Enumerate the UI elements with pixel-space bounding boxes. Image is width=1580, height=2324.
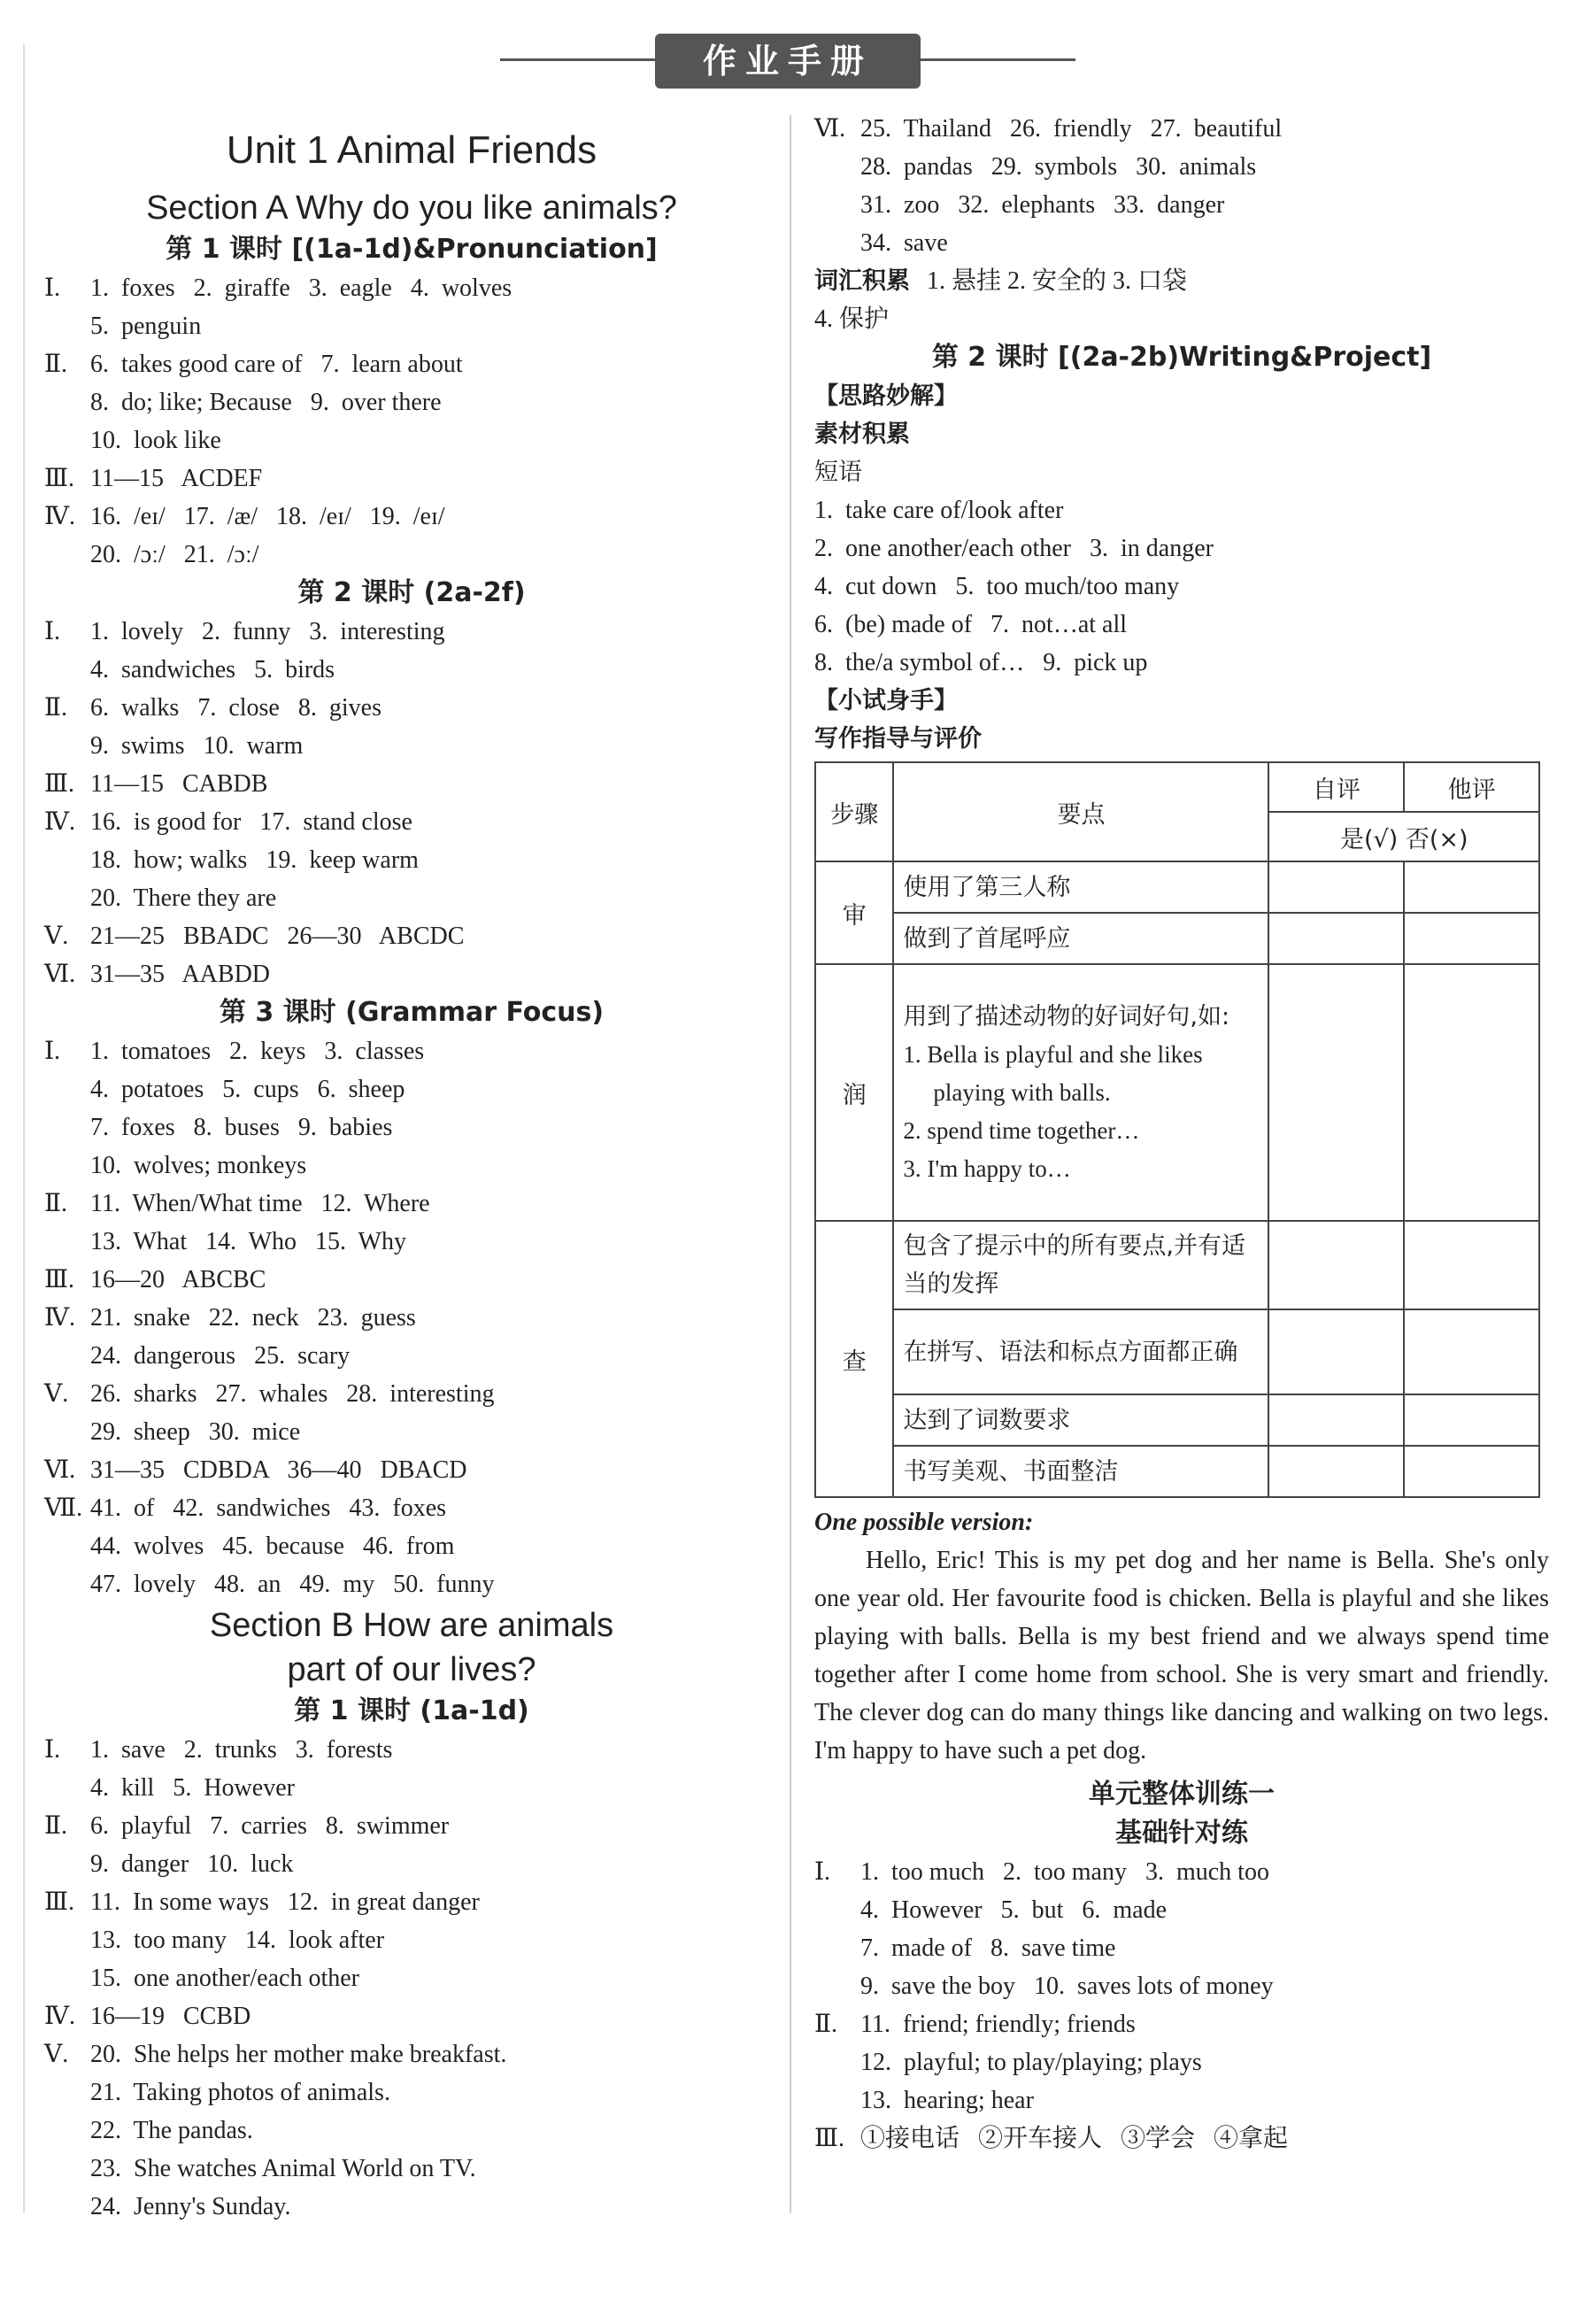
- unit-title: Unit 1 Animal Friends: [226, 128, 597, 172]
- training-answers: [814, 1853, 1549, 2158]
- answer-text: 23. She watches Animal World on TV.: [90, 2155, 476, 2182]
- step-polish: 润: [815, 964, 893, 1221]
- answer-line: [44, 1185, 779, 1223]
- thinking-label: 【思路妙解】: [814, 382, 958, 410]
- th-point: 要点: [893, 762, 1268, 861]
- roman-numeral: Ⅴ.: [44, 2041, 69, 2068]
- step-review: 审: [815, 861, 893, 964]
- answer-line: [44, 1070, 779, 1108]
- answer-text: 13. hearing; hear: [860, 2087, 1034, 2114]
- answer-text: 41. of 42. sandwiches 43. foxes: [90, 1494, 447, 1522]
- answer-line: [44, 1489, 779, 1527]
- roman-numeral: Ⅳ.: [44, 2003, 75, 2030]
- answer-text: 18. how; walks 19. keep warm: [90, 846, 419, 874]
- answer-text: ①接电话 ②开车接人 ③学会 ④拿起: [860, 2125, 1289, 2152]
- answer-text: 13. What 14. Who 15. Why: [90, 1228, 406, 1255]
- roman-numeral: Ⅱ.: [44, 1812, 68, 1840]
- point-word-count: 达到了词数要求: [893, 1394, 1268, 1446]
- section-b-title-line1: Section B How are animals: [209, 1607, 614, 1644]
- lesson-b1-answers: [44, 1731, 779, 2226]
- answer-line: [814, 148, 1549, 186]
- answer-text: 9. danger 10. luck: [90, 1850, 294, 1878]
- evaluation-table: [814, 761, 1540, 1498]
- answer-line: [44, 307, 779, 345]
- answer-line: [44, 498, 779, 536]
- answer-line: [44, 1769, 779, 1807]
- answer-line: [44, 1108, 779, 1147]
- answer-text: 12. playful; to play/playing; plays: [860, 2049, 1202, 2076]
- answer-line: [44, 2188, 779, 2226]
- phrase-item: 6. (be) made of 7. not…at all: [814, 611, 1128, 638]
- phrase-item: 4. cut down 5. too much/too many: [814, 573, 1180, 600]
- unit-training-title: 单元整体训练一: [1089, 1779, 1275, 1810]
- answer-text: 1. tomatoes 2. keys 3. classes: [90, 1038, 425, 1065]
- column-divider: [790, 115, 791, 2213]
- vocab-label: 词汇积累: [814, 267, 910, 295]
- answer-line: [44, 2035, 779, 2073]
- lesson-3-title: 第 3 课时 (Grammar Focus): [219, 997, 605, 1028]
- answer-line: [44, 1261, 779, 1299]
- answer-text: 21. Taking photos of animals.: [90, 2079, 390, 2106]
- answer-line: [44, 2073, 779, 2112]
- answer-line: [44, 1451, 779, 1489]
- peer-cell: [1404, 1394, 1539, 1446]
- material-label: 素材积累: [814, 421, 910, 448]
- answer-text: 21—25 BBADC 26—30 ABCDC: [90, 923, 465, 950]
- answer-text: 5. penguin: [90, 313, 202, 340]
- answer-text: 16—20 ABCBC: [90, 1266, 266, 1293]
- answer-line: [814, 2005, 1549, 2043]
- answer-line: [814, 2081, 1549, 2119]
- lesson-1-title: 第 1 课时 [(1a-1d)&Pronunciation]: [166, 234, 658, 265]
- roman-numeral: Ⅳ.: [44, 503, 75, 530]
- answer-line: [814, 224, 1549, 262]
- lesson-3-answers: [44, 1032, 779, 1603]
- vocab-answers-1: 1. 悬挂 2. 安全的 3. 口袋: [927, 267, 1188, 295]
- answer-text: 26. sharks 27. whales 28. interesting: [90, 1380, 495, 1408]
- answer-text: 31—35 CDBDA 36—40 DBACD: [90, 1456, 467, 1484]
- roman-numeral: Ⅲ.: [44, 465, 75, 492]
- answer-text: 28. pandas 29. symbols 30. animals: [860, 153, 1257, 181]
- answer-line: [44, 1565, 779, 1603]
- answer-text: 1. too much 2. too many 3. much too: [860, 1858, 1269, 1886]
- answer-line: [814, 110, 1549, 148]
- answer-line: [44, 1527, 779, 1565]
- example-1b: playing with balls.: [933, 1078, 1111, 1106]
- answer-text: 11. In some ways 12. in great danger: [90, 1888, 480, 1916]
- th-self: 自评: [1268, 762, 1404, 812]
- roman-numeral: Ⅱ.: [814, 2011, 838, 2038]
- answer-text: 4. However 5. but 6. made: [860, 1896, 1168, 1924]
- answer-line: [44, 459, 779, 498]
- roman-numeral: Ⅰ.: [44, 1038, 61, 1065]
- roman-numeral: Ⅴ.: [44, 923, 69, 950]
- lesson-2-writing-title: 第 2 课时 [(2a-2b)Writing&Project]: [931, 342, 1432, 373]
- answer-text: 31. zoo 32. elephants 33. danger: [860, 191, 1225, 219]
- roman-numeral: Ⅲ.: [814, 2125, 845, 2152]
- answer-text: 1. save 2. trunks 3. forests: [90, 1736, 393, 1764]
- answer-line: [44, 1921, 779, 1959]
- self-cell: [1268, 861, 1404, 913]
- answer-text: 9. save the boy 10. saves lots of money: [860, 1973, 1274, 2000]
- answer-line: [814, 1929, 1549, 1967]
- th-peer: 他评: [1404, 762, 1539, 812]
- answer-line: [44, 613, 779, 651]
- answer-line: [44, 879, 779, 917]
- answer-line: [44, 955, 779, 993]
- answer-line: [44, 1032, 779, 1070]
- roman-numeral: Ⅳ.: [44, 1304, 75, 1332]
- answer-line: [44, 1375, 779, 1413]
- vocab-line-1: [814, 262, 1549, 300]
- answer-text: 34. save: [860, 229, 948, 257]
- answer-text: 20. /ɔː/ 21. /ɔː/: [90, 541, 259, 568]
- roman-numeral: Ⅶ.: [44, 1494, 83, 1522]
- answer-line: [44, 803, 779, 841]
- answer-line: [44, 1845, 779, 1883]
- answer-text: 24. dangerous 25. scary: [90, 1342, 351, 1370]
- answer-line: [44, 1299, 779, 1337]
- answer-line: [44, 536, 779, 574]
- roman-numeral: Ⅱ.: [44, 351, 68, 378]
- example-3: 3. I'm happy to…: [903, 1154, 1071, 1182]
- header-banner: 作业手册: [655, 34, 921, 89]
- answer-line: [44, 1337, 779, 1375]
- roman-numeral: Ⅵ.: [814, 115, 846, 143]
- self-cell: [1268, 964, 1404, 1221]
- answer-text: 10. wolves; monkeys: [90, 1152, 307, 1179]
- point-good-sentences: [893, 964, 1268, 1221]
- answer-text: 8. do; like; Because 9. over there: [90, 389, 442, 416]
- answer-text: 16. is good for 17. stand close: [90, 808, 412, 836]
- roman-numeral: Ⅰ.: [814, 1858, 831, 1886]
- roman-numeral: Ⅱ.: [44, 694, 68, 722]
- phrase-item: 8. the/a symbol of… 9. pick up: [814, 649, 1148, 676]
- lesson-2-title: 第 2 课时 (2a-2f): [297, 577, 526, 608]
- answer-line: [44, 651, 779, 689]
- answer-text: 31—35 AABDD: [90, 961, 271, 988]
- point-correctness: 在拼写、语法和标点方面都正确: [893, 1309, 1268, 1394]
- answer-line: [814, 2119, 1549, 2158]
- good-sentences-intro: 用到了描述动物的好词好句,如:: [903, 1002, 1230, 1031]
- answer-line: [814, 2043, 1549, 2081]
- answer-text: 16—19 CCBD: [90, 2003, 251, 2030]
- answer-text: 6. playful 7. carries 8. swimmer: [90, 1812, 450, 1840]
- peer-cell: [1404, 1221, 1539, 1309]
- answer-text: 20. There they are: [90, 884, 277, 912]
- answer-line: [44, 1807, 779, 1845]
- answer-text: 11—15 CABDB: [90, 770, 268, 798]
- answer-text: 11. friend; friendly; friends: [860, 2011, 1136, 2038]
- basic-practice-title: 基础针对练: [1115, 1818, 1248, 1849]
- answer-line: [44, 689, 779, 727]
- answer-line: [44, 765, 779, 803]
- point-neatness: 书写美观、书面整洁: [893, 1446, 1268, 1497]
- example-2: 2. spend time together…: [903, 1116, 1140, 1144]
- answer-line: [814, 1967, 1549, 2005]
- roman-numeral: Ⅵ.: [44, 1456, 76, 1484]
- answer-line: [44, 1883, 779, 1921]
- answer-line: [814, 1853, 1549, 1891]
- answer-line: [44, 2150, 779, 2188]
- answer-text: 16. /eɪ/ 17. /æ/ 18. /eɪ/ 19. /eɪ/: [90, 503, 445, 530]
- answer-text: 10. look like: [90, 427, 221, 454]
- answer-text: 4. potatoes 5. cups 6. sheep: [90, 1076, 405, 1103]
- answer-line: [44, 727, 779, 765]
- answer-line: [44, 1959, 779, 1997]
- answer-line: [814, 1891, 1549, 1929]
- answer-text: 1. lovely 2. funny 3. interesting: [90, 618, 445, 645]
- answer-text: 7. made of 8. save time: [860, 1934, 1116, 1962]
- self-cell: [1268, 1309, 1404, 1394]
- point-all-points: 包含了提示中的所有要点,并有适当的发挥: [893, 1221, 1268, 1309]
- left-column: [44, 115, 779, 2226]
- peer-cell: [1404, 1446, 1539, 1497]
- th-step: 步骤: [815, 762, 893, 861]
- roman-numeral: Ⅲ.: [44, 1888, 75, 1916]
- answer-line: [44, 1223, 779, 1261]
- answer-line: [44, 345, 779, 383]
- phrase-list: [814, 491, 1549, 682]
- phrase-label: 短语: [814, 459, 862, 486]
- answer-text: 21. snake 22. neck 23. guess: [90, 1304, 416, 1332]
- self-cell: [1268, 913, 1404, 964]
- roman-numeral: Ⅰ.: [44, 1736, 61, 1764]
- version-label: One possible version:: [814, 1509, 1034, 1536]
- sample-essay: Hello, Eric! This is my pet dog and her name is Bella. She's only one year old. Her favourite food is chicken. Bella is playful and she likes playing with balls. Bella is my best friend and we always spend time together after I come home from school. She is very smart and friendly. The clever dog can do many things like dancing and walking on two legs. I'm happy to have such a pet dog.: [814, 1547, 1549, 1764]
- example-1a: 1. Bella is playful and she likes: [903, 1040, 1203, 1068]
- answer-line: [44, 269, 779, 307]
- answer-text: 6. walks 7. close 8. gives: [90, 694, 382, 722]
- answer-line: [44, 2112, 779, 2150]
- point-third-person: 使用了第三人称: [893, 861, 1268, 913]
- answer-text: 24. Jenny's Sunday.: [90, 2193, 291, 2220]
- roman-numeral: Ⅵ.: [44, 961, 76, 988]
- answer-line: [814, 186, 1549, 224]
- answer-line: [44, 1413, 779, 1451]
- practice-label: 【小试身手】: [814, 687, 958, 714]
- answer-text: 1. foxes 2. giraffe 3. eagle 4. wolves: [90, 274, 513, 302]
- self-cell: [1268, 1446, 1404, 1497]
- roman-numeral: Ⅳ.: [44, 808, 75, 836]
- answer-text: 9. swims 10. warm: [90, 732, 304, 760]
- answer-line: [44, 917, 779, 955]
- point-echo: 做到了首尾呼应: [893, 913, 1268, 964]
- lesson-b1-title: 第 1 课时 (1a-1d): [294, 1695, 529, 1726]
- answer-text: 4. sandwiches 5. birds: [90, 656, 335, 683]
- answer-text: 11. When/What time 12. Where: [90, 1190, 430, 1217]
- lesson-2-answers: [44, 613, 779, 993]
- right-column: [814, 110, 1549, 2158]
- answer-line: [44, 1997, 779, 2035]
- phrase-item: 1. take care of/look after: [814, 497, 1064, 524]
- vocab-line-2: 4. 保护: [814, 305, 890, 333]
- phrase-item: 2. one another/each other 3. in danger: [814, 535, 1214, 562]
- guide-label: 写作指导与评价: [814, 725, 982, 753]
- roman-numeral: Ⅲ.: [44, 1266, 75, 1293]
- peer-cell: [1404, 1309, 1539, 1394]
- answer-text: 47. lovely 48. an 49. my 50. funny: [90, 1571, 495, 1598]
- answer-text: 22. The pandas.: [90, 2117, 253, 2144]
- peer-cell: [1404, 913, 1539, 964]
- roman-numeral: Ⅴ.: [44, 1380, 69, 1408]
- answer-line: [44, 383, 779, 421]
- answer-text: 11—15 ACDEF: [90, 465, 263, 492]
- th-yes-no: 是(√) 否(×): [1268, 812, 1539, 861]
- roman-numeral: Ⅱ.: [44, 1190, 68, 1217]
- section-b-title-line2: part of our lives?: [287, 1651, 536, 1688]
- answer-text: 20. She helps her mother make breakfast.: [90, 2041, 507, 2068]
- self-cell: [1268, 1394, 1404, 1446]
- answer-line: [44, 421, 779, 459]
- answer-line: [44, 1147, 779, 1185]
- self-cell: [1268, 1221, 1404, 1309]
- answer-text: 13. too many 14. look after: [90, 1926, 385, 1954]
- answer-text: 7. foxes 8. buses 9. babies: [90, 1114, 393, 1141]
- peer-cell: [1404, 964, 1539, 1221]
- peer-cell: [1404, 861, 1539, 913]
- lesson-1-answers: [44, 269, 779, 574]
- section-a-title: Section A Why do you like animals?: [146, 189, 677, 227]
- answer-text: 4. kill 5. However: [90, 1774, 295, 1802]
- answer-text: 29. sheep 30. mice: [90, 1418, 301, 1446]
- roman-numeral: Ⅰ.: [44, 274, 61, 302]
- answer-line: [44, 1731, 779, 1769]
- answer-text: 15. one another/each other: [90, 1965, 359, 1992]
- answer-text: 6. takes good care of 7. learn about: [90, 351, 463, 378]
- header-rule-right: [921, 58, 1075, 61]
- answer-line: [44, 841, 779, 879]
- left-margin-rule: [23, 44, 25, 2213]
- header-rule-left: [500, 58, 655, 61]
- step-check: 查: [815, 1221, 893, 1497]
- roman-numeral: Ⅲ.: [44, 770, 75, 798]
- answer-text: 25. Thailand 26. friendly 27. beautiful: [860, 115, 1283, 143]
- continued-answers: [814, 110, 1549, 262]
- roman-numeral: Ⅰ.: [44, 618, 61, 645]
- answer-text: 44. wolves 45. because 46. from: [90, 1533, 455, 1560]
